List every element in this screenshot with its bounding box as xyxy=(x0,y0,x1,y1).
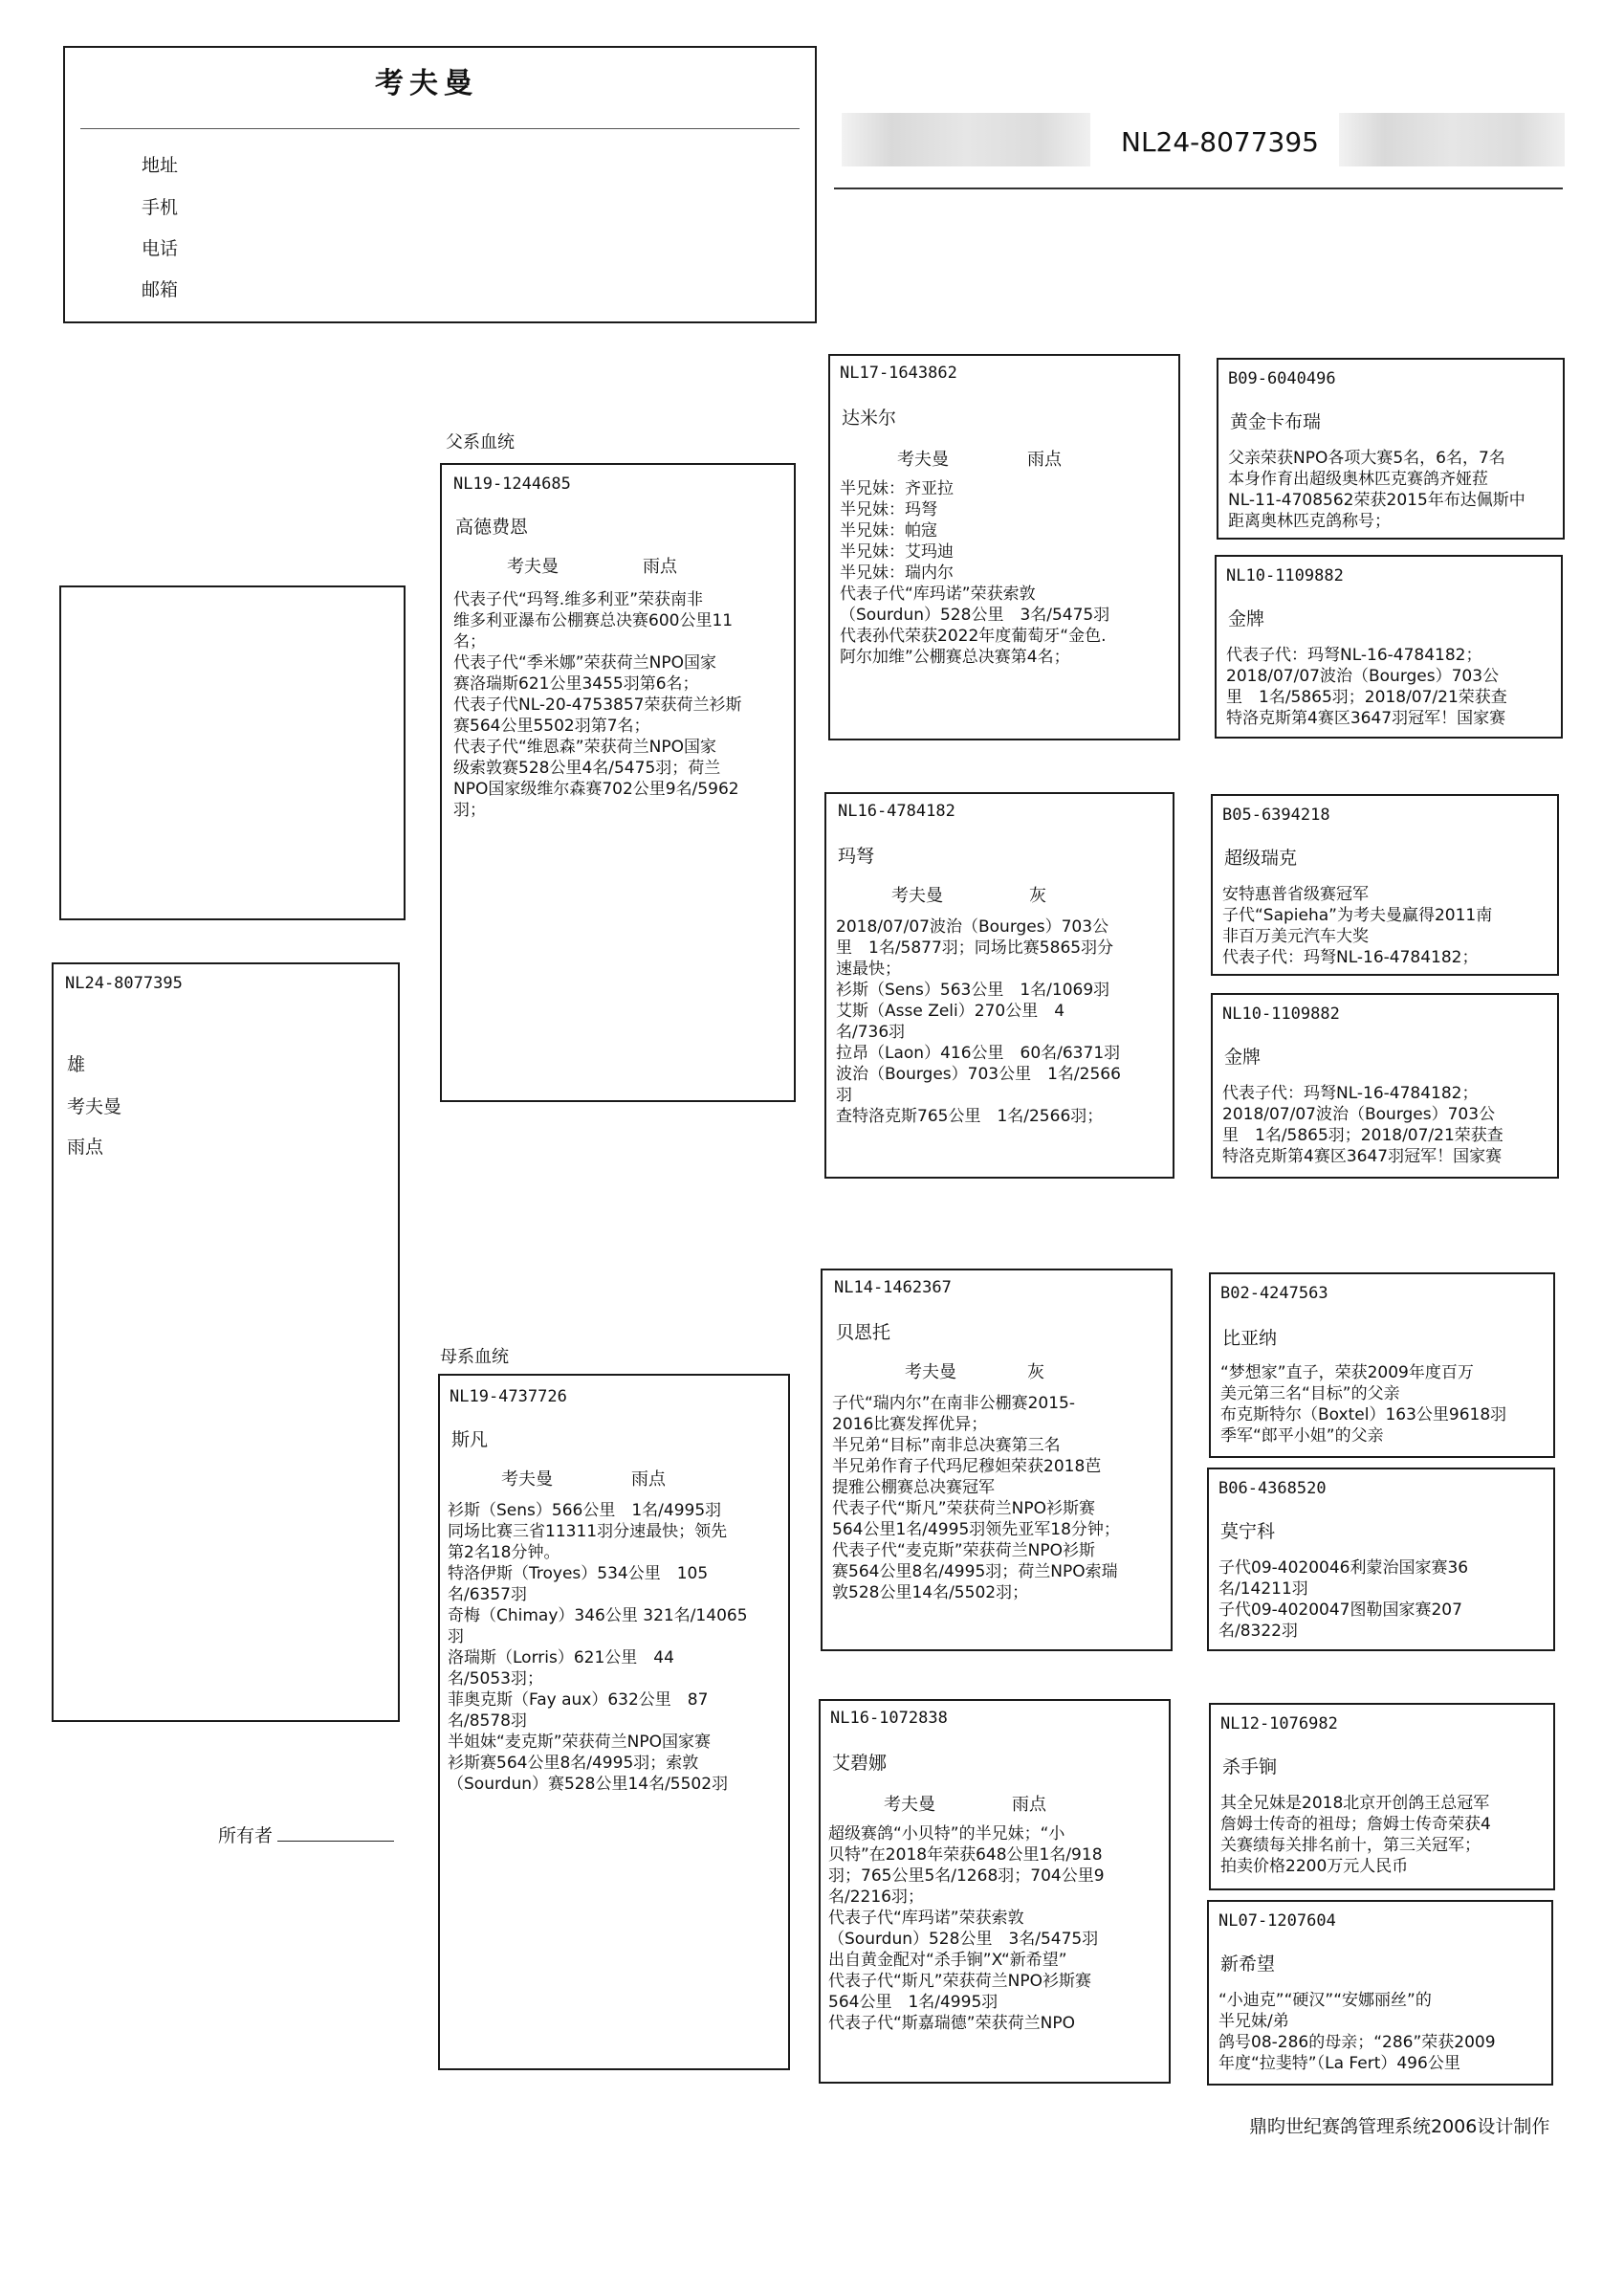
header-rule xyxy=(80,128,800,129)
sire-sire-notes: 半兄妹：齐亚拉 半兄妹：玛弩 半兄妹：帕寇 半兄妹：艾玛迪 半兄妹：瑞内尔 代表子代“库玛诺”荣获索敦 （Sourdun）528公里 3名/5475羽 代表孙代荣获2022年度葡萄牙“金色. 阿尔加维”公棚赛总决赛第4名； xyxy=(840,479,1110,667)
sire-dam-notes: 2018/07/07波治（Bourges）703公 里 1名/5877羽；同场比赛5865羽分 速最快； 衫斯（Sens）563公里 1名/1069羽 艾斯（Asse Zeli）270公里 4 名/736羽 拉昂（Laon）416公里 60名/6371羽 波治（Bourges）703公里 1名/2566 羽 查特洛克斯765公里 1名/2566羽； xyxy=(836,917,1121,1126)
g3-box-1 xyxy=(1217,358,1565,540)
sire-dam-name: 玛弩 xyxy=(838,846,875,867)
g3-notes: “小迪克”“硬汉”“安娜丽丝”的 半兄妹/弟 鸽号08-286的母亲；“286”荣获2009 年度“拉斐特”（La Fert）496公里 xyxy=(1218,1991,1496,2073)
sire-color: 雨点 xyxy=(643,557,677,577)
g3-box-4 xyxy=(1211,993,1559,1179)
g3-ring: NL07-1207604 xyxy=(1218,1911,1336,1931)
sire-sire-color: 雨点 xyxy=(1027,450,1062,470)
dam-sire-box xyxy=(821,1269,1173,1651)
subject-box xyxy=(52,962,400,1722)
g3-name: 莫宁科 xyxy=(1220,1521,1276,1542)
g3-notes: 安特惠普省级赛冠军 子代“Sapieha”为考夫曼赢得2011南 非百万美元汽车大奖 代表子代：玛弩NL-16-4784182； xyxy=(1222,885,1493,967)
g3-notes: 代表子代：玛弩NL-16-4784182； 2018/07/07波治（Bourges）703公 里 1名/5865羽；2018/07/21荣获查 特洛克斯第4赛区3647羽冠军！国家赛 xyxy=(1226,646,1507,728)
header-ring: NL24-8077395 xyxy=(1121,126,1319,158)
g3-ring: NL12-1076982 xyxy=(1220,1714,1338,1733)
owner-line xyxy=(277,1841,394,1842)
g3-box-8 xyxy=(1207,1900,1553,2086)
dam-sire-notes: 子代“瑞内尔”在南非公棚赛2015- 2016比赛发挥优异； 半兄弟“目标”南非总决赛第三名 半兄弟作育子代玛尼穆妲荣获2018芭 提雅公棚赛总决赛冠军 代表子代“斯凡”荣获荷兰NPO衫斯赛 564公里1名/4995羽领先亚军18分钟； 代表子代“麦克斯”荣获荷兰NPO衫斯 赛564公里8名/4995羽；荷兰NPO索瑞 敦528公里14名/5502羽； xyxy=(832,1394,1120,1602)
dam-notes: 衫斯（Sens）566公里 1名/4995羽 同场比赛三省11311羽分速最快；领先 第2名18分钟。 特洛伊斯（Troyes）534公里 105 名/6357羽 奇梅（Chimay）346公里 321名/14065 羽 洛瑞斯（Lorris）621公里 44 名/5053羽； 菲奥克斯（Fay aux）632公里 87 名/8578羽 半姐妹“麦克斯”荣获荷兰NPO国家赛 衫斯赛564公里8名/4995羽；索敦 （Sourdun）赛528公里14名/5502羽 xyxy=(448,1501,748,1794)
sire-dam-box xyxy=(824,792,1174,1179)
sire-sire-box xyxy=(828,354,1180,740)
dam-box xyxy=(438,1374,790,2070)
g3-box-2 xyxy=(1215,555,1563,739)
g3-name: 比亚纳 xyxy=(1222,1328,1278,1349)
sire-dam-strain: 考夫曼 xyxy=(891,886,943,906)
owner-label: 所有者 xyxy=(218,1825,274,1846)
g3-box-7 xyxy=(1209,1703,1555,1890)
sire-box xyxy=(440,463,796,1102)
subject-ring: NL24-8077395 xyxy=(65,974,183,993)
g3-notes: 代表子代：玛弩NL-16-4784182； 2018/07/07波治（Bourges）703公 里 1名/5865羽；2018/07/21荣获查 特洛克斯第4赛区3647羽冠军！国家赛 xyxy=(1222,1084,1503,1166)
g3-ring: B02-4247563 xyxy=(1220,1284,1328,1303)
sire-sire-strain: 考夫曼 xyxy=(897,450,949,470)
dam-dam-color: 雨点 xyxy=(1012,1795,1046,1815)
g3-name: 杀手锏 xyxy=(1222,1756,1278,1777)
dam-ring: NL19-4737726 xyxy=(450,1387,567,1406)
dam-name: 斯凡 xyxy=(451,1429,489,1450)
photo-frame xyxy=(59,585,406,920)
g3-name: 超级瑞克 xyxy=(1224,848,1298,869)
ring-banner-shade xyxy=(842,113,1090,166)
sire-sire-ring: NL17-1643862 xyxy=(840,364,957,383)
sire-notes: 代表子代“玛弩.维多利亚”荣获南非 维多利亚瀑布公棚赛总决赛600公里11 名； 代表子代“季米娜”荣获荷兰NPO国家 赛洛瑞斯621公里3455羽第6名； 代表子代NL-20-4753857荣获荷兰衫斯 赛564公里5502羽第7名； 代表子代“维恩森”荣获荷兰NPO国家 级索敦赛528公里4名/5475羽；荷兰 NPO国家级维尔森赛702公里9名/5962 羽； xyxy=(453,590,742,820)
dam-dam-notes: 超级赛鸽“小贝特”的半兄妹；“小 贝特”在2018年荣获648公里1名/918 羽；765公里5名/1268羽；704公里9 名/2216羽； 代表子代“库玛诺”荣获索敦 （Sourdun）528公里 3名/5475羽 出自黄金配对“杀手锏”X“新希望” 代表子代“斯凡”荣获荷兰NPO衫斯赛 564公里 1名/4995羽 代表子代“斯嘉瑞德”荣获荷兰NPO xyxy=(828,1824,1105,2033)
g3-name: 新希望 xyxy=(1220,1954,1276,1975)
sire-name: 高德费恩 xyxy=(455,517,529,538)
dam-dam-box xyxy=(819,1699,1171,2084)
dam-color: 雨点 xyxy=(631,1469,666,1490)
sire-ring: NL19-1244685 xyxy=(453,475,571,494)
contact-address-label: 地址 xyxy=(142,155,179,176)
dam-dam-name: 艾碧娜 xyxy=(832,1753,888,1774)
g3-ring: B05-6394218 xyxy=(1222,806,1330,825)
dam-sire-ring: NL14-1462367 xyxy=(834,1278,952,1297)
sire-sire-name: 达米尔 xyxy=(842,408,897,429)
g3-ring: B06-4368520 xyxy=(1218,1479,1327,1498)
sire-strain: 考夫曼 xyxy=(507,557,559,577)
dam-sire-strain: 考夫曼 xyxy=(905,1362,956,1382)
g3-notes: 子代09-4020046利蒙治国家赛36 名/14211羽 子代09-4020047图勒国家赛207 名/8322羽 xyxy=(1218,1558,1469,1641)
dam-strain: 考夫曼 xyxy=(501,1469,553,1490)
g3-ring: NL10-1109882 xyxy=(1222,1004,1340,1024)
subject-color: 雨点 xyxy=(67,1137,104,1158)
header-box xyxy=(63,46,817,323)
dam-sire-name: 贝恩托 xyxy=(836,1322,891,1343)
subject-sex: 雄 xyxy=(67,1054,86,1075)
header-ring-rule xyxy=(834,188,1563,189)
dam-dam-ring: NL16-1072838 xyxy=(830,1709,948,1728)
ring-banner-shade-right xyxy=(1339,113,1565,166)
dam-sire-color: 灰 xyxy=(1027,1362,1044,1382)
g3-box-6 xyxy=(1207,1468,1555,1651)
contact-mobile-label: 手机 xyxy=(142,197,179,218)
sire-dam-color: 灰 xyxy=(1029,886,1046,906)
g3-box-3 xyxy=(1211,794,1559,976)
g3-name: 金牌 xyxy=(1224,1047,1262,1068)
dam-dam-strain: 考夫曼 xyxy=(884,1795,935,1815)
contact-phone-label: 电话 xyxy=(142,238,179,259)
g3-name: 金牌 xyxy=(1228,608,1265,629)
g3-notes: “梦想家”直子，荣获2009年度百万 美元第三名“目标”的父亲 布克斯特尔（Boxtel）163公里9618羽 季军“郎平小姐”的父亲 xyxy=(1220,1363,1507,1446)
g3-notes: 其全兄妹是2018北京开创鸽王总冠军 詹姆士传奇的祖母；詹姆士传奇荣获4 关赛绩每关排名前十，第三关冠军； 拍卖价格2200万元人民币 xyxy=(1220,1794,1491,1876)
g3-name: 黄金卡布瑞 xyxy=(1230,411,1322,432)
g3-box-5 xyxy=(1209,1272,1555,1458)
g3-notes: 父亲荣获NPO各项大赛5名，6名，7名 本身作育出超级奥林匹克赛鸽齐娅菈 NL-11-4708562荣获2015年布达佩斯中 距离奥林匹克鸽称号； xyxy=(1228,449,1525,531)
subject-strain: 考夫曼 xyxy=(67,1096,122,1117)
g3-ring: B09-6040496 xyxy=(1228,369,1336,388)
sire-dam-ring: NL16-4784182 xyxy=(838,802,955,821)
g3-ring: NL10-1109882 xyxy=(1226,566,1344,585)
dam-line-label: 母系血统 xyxy=(440,1347,509,1367)
breeder-title: 考夫曼 xyxy=(375,67,478,100)
sire-line-label: 父系血统 xyxy=(446,432,515,453)
contact-email-label: 邮箱 xyxy=(142,279,179,300)
footer-credit: 鼎昀世纪赛鸽管理系统2006设计制作 xyxy=(1249,2116,1550,2137)
